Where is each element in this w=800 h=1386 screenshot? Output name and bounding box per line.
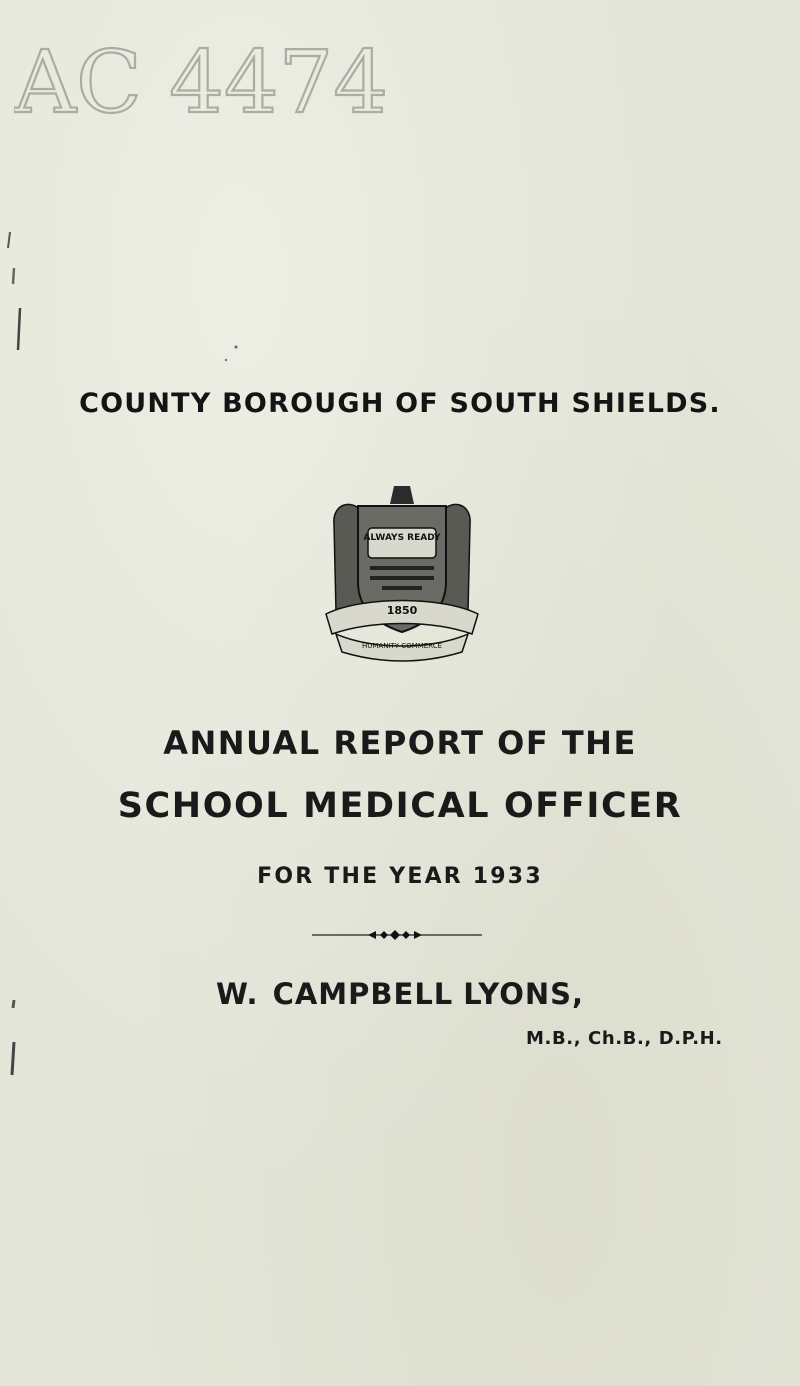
author-forename: CAMPBELL <box>272 977 454 1011</box>
report-title-line1: ANNUAL REPORT OF THE <box>163 724 637 762</box>
crest-year: 1850 <box>386 604 418 617</box>
coat-of-arms <box>322 484 482 664</box>
author-degrees: M.B., Ch.B., D.P.H. <box>526 1028 723 1049</box>
crest-scroll-text: HUMANITY COMMERCE <box>361 642 443 650</box>
report-year-line: FOR THE YEAR 1933 <box>257 864 543 889</box>
report-title-line2: SCHOOL MEDICAL OFFICER <box>117 786 683 826</box>
author-name <box>0 977 800 1011</box>
crest-motto: ALWAYS READY <box>363 533 441 543</box>
authority-title: COUNTY BOROUGH OF SOUTH SHIELDS. <box>79 388 721 419</box>
svg-text:AC 4474: AC 4474 <box>14 33 389 130</box>
author-surname: LYONS, <box>463 977 585 1011</box>
author-initial: W. <box>215 977 259 1011</box>
ornamental-divider <box>312 928 482 942</box>
